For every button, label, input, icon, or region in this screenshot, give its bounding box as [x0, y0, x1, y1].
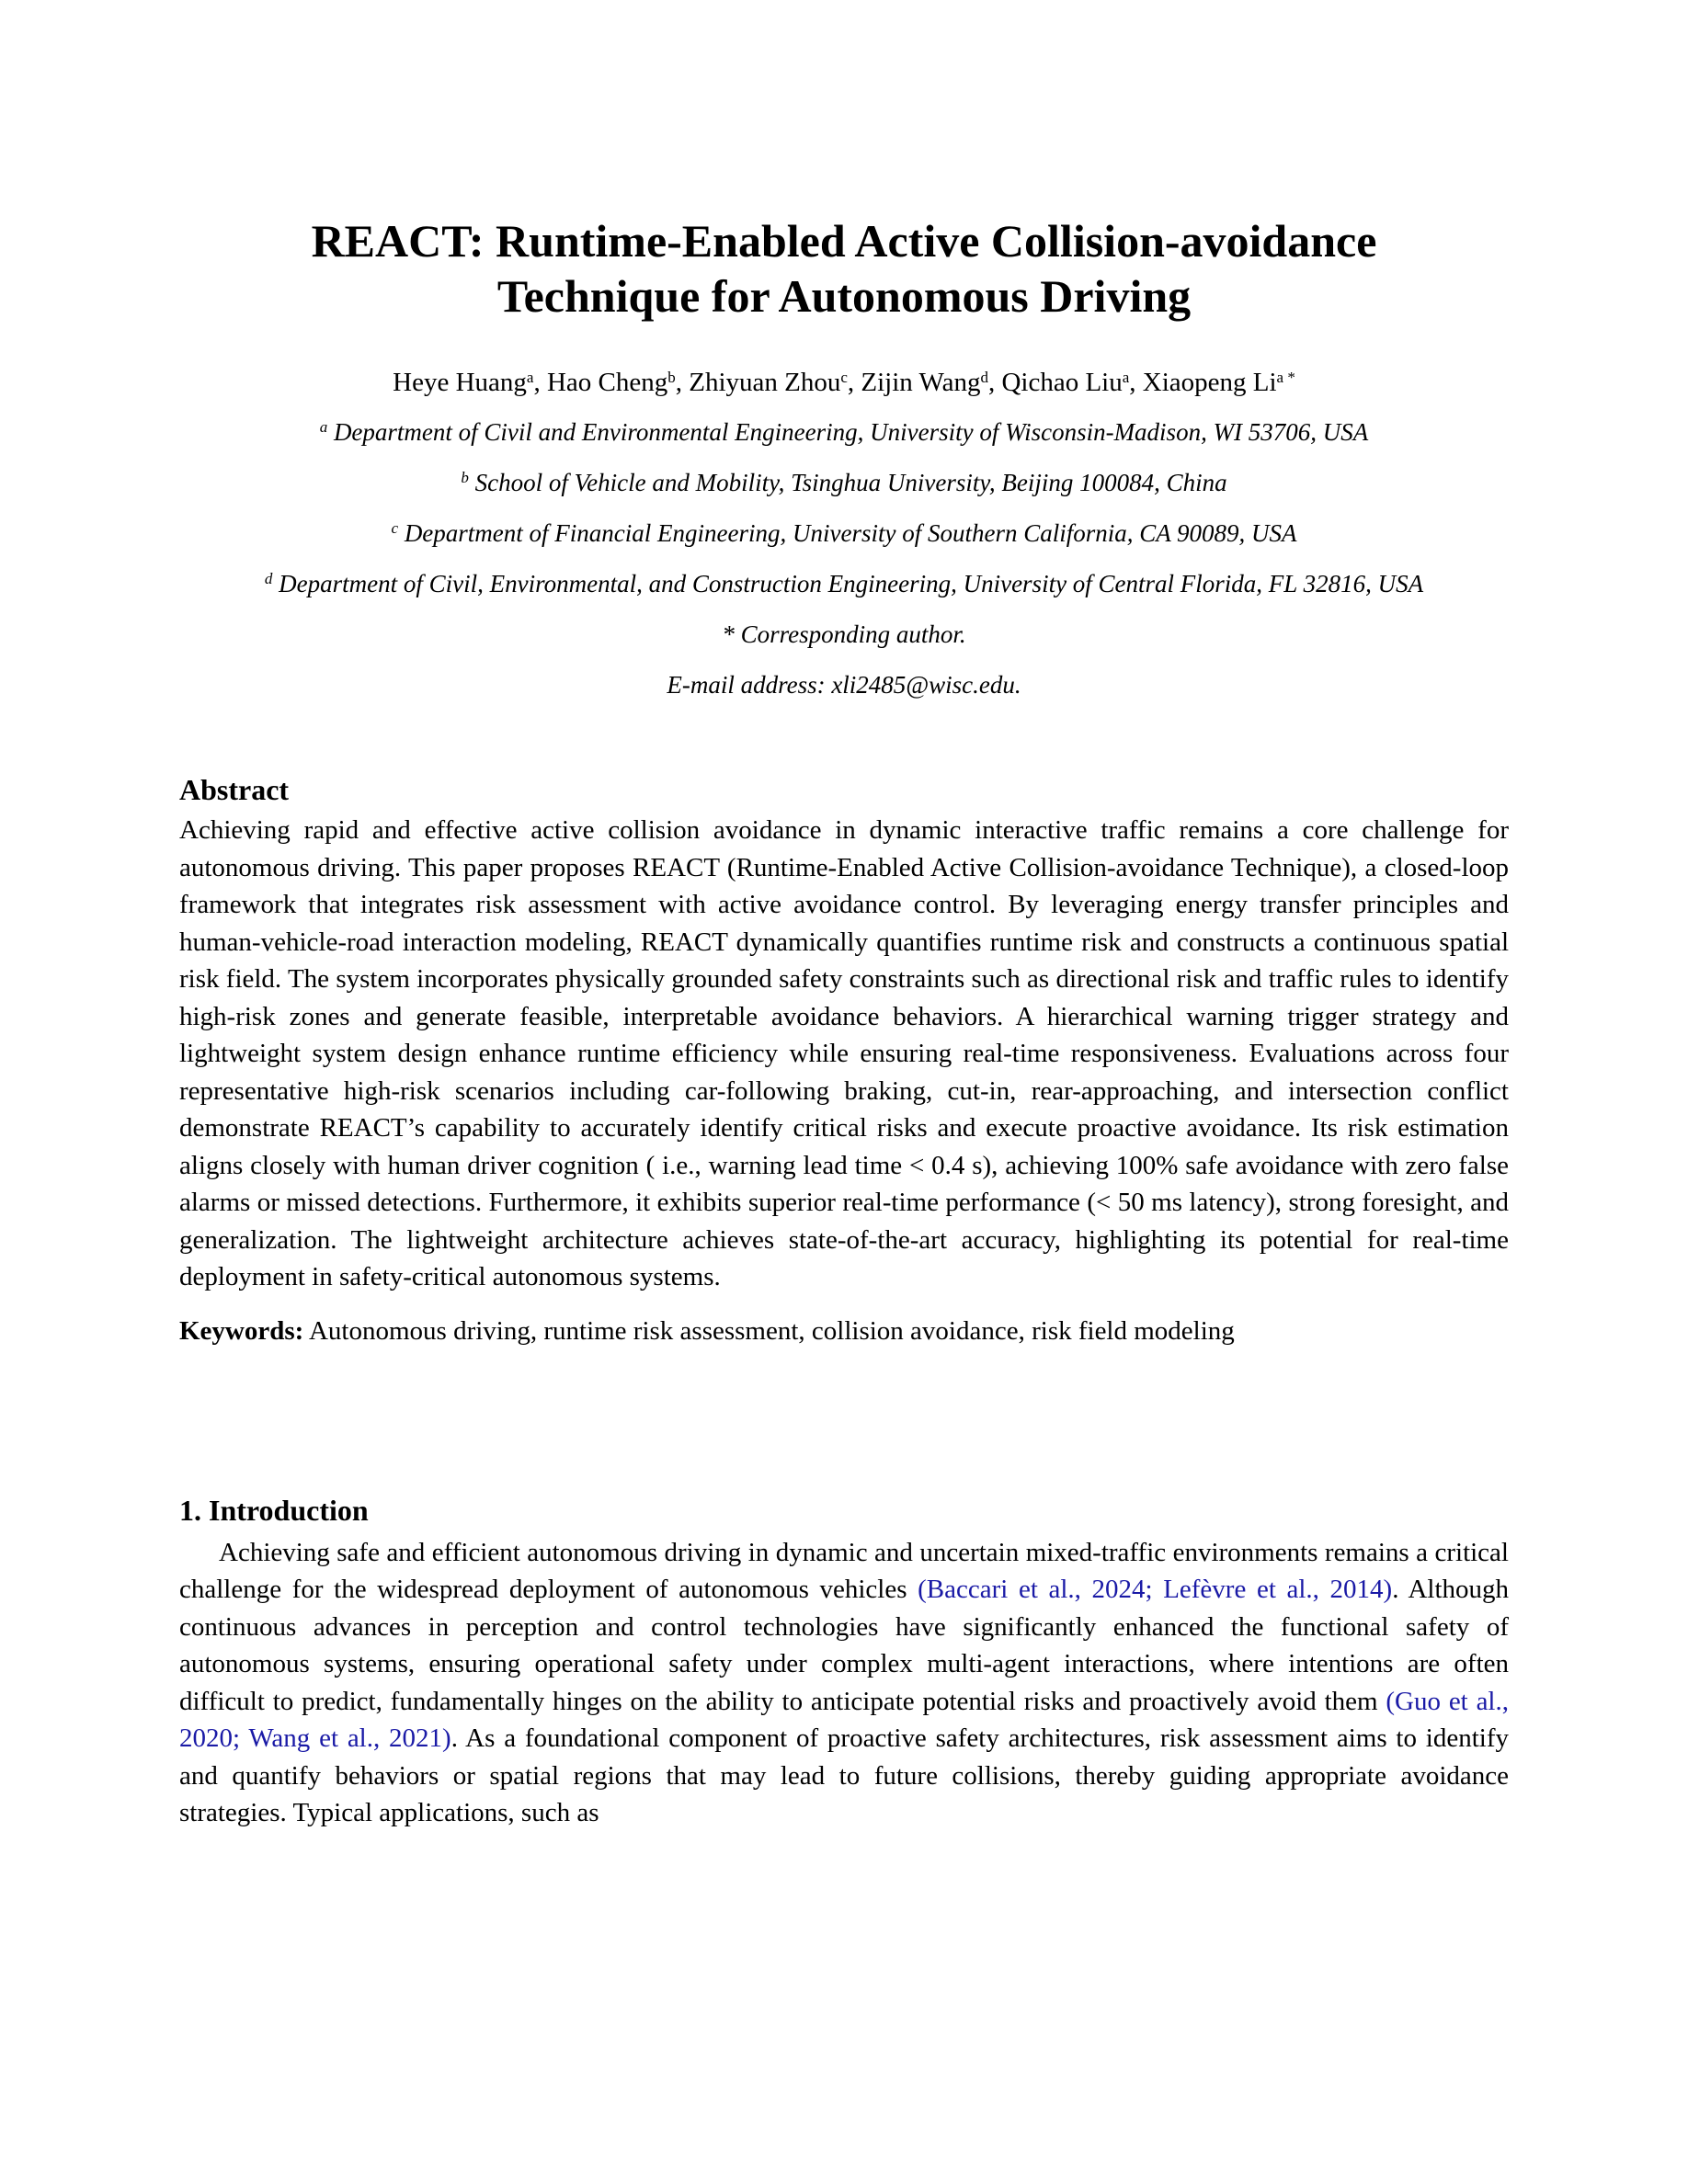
intro-text: . As a foundational component of proactive safety architectures, risk assessment aims to identify and quantify behaviors or spatial regions that may lead to future collisions, thereby guiding appropriate avoidance strategies. Typical applications, such as [179, 1723, 1510, 1827]
affiliation [179, 517, 1509, 550]
intro-text: Achieving safe and efficient autonomous driving in dynamic and uncertain mixed-traffic environments remains a critical challenge for the widespread deployment of autonomous vehicles [179, 1537, 1509, 1604]
affiliation-text: School of Vehicle and Mobility, Tsinghua University, Beijing 100084, China [474, 469, 1227, 496]
keywords-label: Keywords: [179, 1315, 304, 1346]
affiliation-sup: b [461, 469, 469, 486]
keywords [179, 1313, 1509, 1349]
author-list: Heye Huang$^a$, Hao Cheng$^b$, Zhiyuan Zhou$^c$, Zijin Wang$^d$, Qichao Liu$^a$, Xiaopeng $Li^{a *}$ [393, 368, 1295, 397]
paper-title [179, 213, 1509, 324]
author-sup: c [840, 369, 848, 386]
author-sup: b [667, 369, 676, 386]
introduction-heading: 1. Introduction [179, 1493, 369, 1527]
introduction-paragraph [179, 1534, 1509, 1832]
author-sup: a [1122, 369, 1130, 386]
author: Zijin Wang [861, 368, 981, 397]
author: Heye Huang [393, 368, 527, 397]
intro-text: . Although continuous advances in perception and control technologies have significantly enhanced the functional safety of autonomous systems, ensuring operational safety under complex multi-agent interactions, where intentions are often difficult to predict, fundamentally hinges on the ability to anticipate potential risks and proactively avoid them [179, 1575, 1510, 1716]
affiliation [179, 466, 1509, 499]
author: Zhiyuan Zhou [689, 368, 841, 397]
citation-link[interactable]: (Baccari et al., 2024; Lefèvre et al., 2014) [918, 1575, 1393, 1604]
affiliation [179, 567, 1509, 600]
abstract-heading: Abstract [179, 773, 290, 806]
affiliation-sup: a [319, 418, 328, 436]
author-sup: a [526, 369, 534, 386]
affiliation-text: Department of Civil, Environmental, and Construction Engineering, University of Central Florida, FL 32816, USA [279, 570, 1424, 597]
affiliation-text: Department of Financial Engineering, University of Southern California, CA 90089, USA [404, 519, 1297, 547]
keywords-text: Autonomous driving, runtime risk assessment, collision avoidance, risk field modeling [308, 1315, 1235, 1346]
title-line-2: Technique for Autonomous Driving [496, 270, 1192, 322]
author: Xiaopeng Li [1142, 368, 1277, 397]
author: Hao Cheng [546, 368, 668, 397]
author-sup: d [980, 369, 988, 386]
affiliation [179, 415, 1509, 449]
citation-link[interactable]: (Guo et al., 2020; Wang et al., 2021) [179, 1686, 1509, 1753]
corresponding-author-note: * Corresponding author. [722, 620, 966, 648]
affiliation-sup: c [391, 519, 399, 537]
abstract-text: Achieving rapid and effective active collision avoidance in dynamic interactive traffic remains a core challenge for autonomous driving. This paper proposes REACT (Runtime-Enabled Active Collision-avoidance Technique), a closed-loop framework that integrates risk assessment with active avoidance control. By leveraging energy transfer principles and human-vehicle-road interaction modeling, REACT dynamically quantifies runtime risk and constructs a continuous spatial risk field. The system incorporates physically grounded safety constraints such as directional risk and traffic rules to identify high-risk zones and generate feasible, interpretable avoidance behaviors. A hierarchical warning trigger strategy and lightweight system design enhance runtime efficiency while ensuring real-time responsiveness. Evaluations across four representative high-risk scenarios including car-following braking, cut-in, rear-approaching, and intersection conflict demonstrate REACT’s capability to accurately identify critical risks and execute proactive avoidance. Its risk estimation aligns closely with human driver cognition ( i.e., warning lead time < 0.4 s), achieving 100% safe avoidance with zero false alarms or missed detections. Furthermore, it exhibits superior real-time performance (< 50 ms latency), strong foresight, and generalization. The lightweight architecture achieves state-of-the-art accuracy, highlighting its potential for real-time deployment in safety-critical autonomous systems. [179, 815, 1509, 1291]
author-sup: a * [1276, 369, 1295, 386]
author: Qichao Liu [1001, 368, 1123, 397]
affiliation-sup: d [264, 570, 273, 587]
affiliation-text: Department of Civil and Environmental Engineering, University of Wisconsin-Madison, WI 53706, USA [333, 418, 1369, 446]
title-line-1: REACT: Runtime-Enabled Active Collision-avoidance [311, 215, 1377, 267]
email-address: E-mail address: xli2485@wisc.edu. [667, 671, 1021, 699]
affiliation-list [179, 415, 1509, 600]
